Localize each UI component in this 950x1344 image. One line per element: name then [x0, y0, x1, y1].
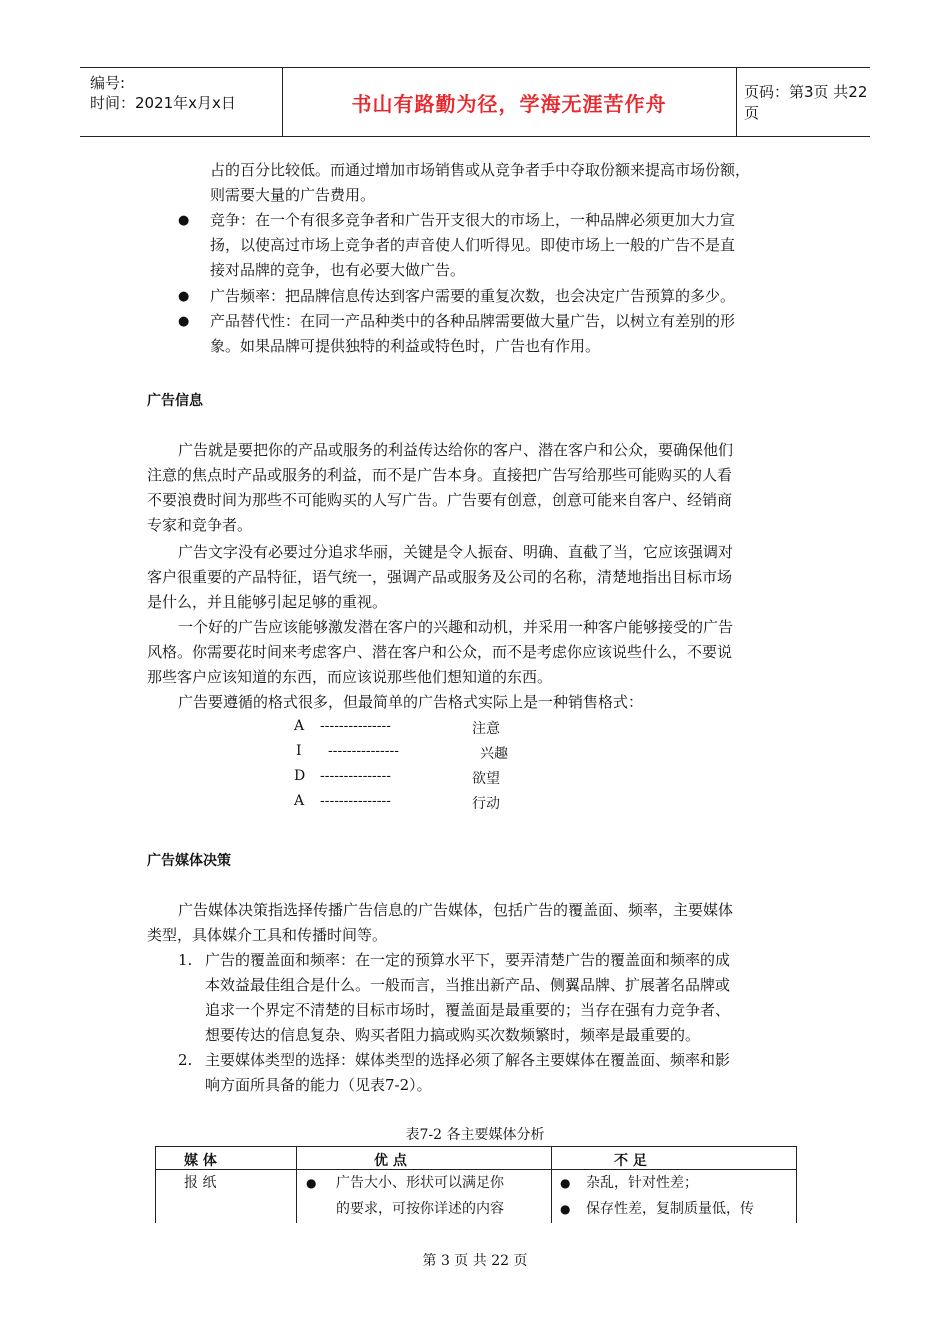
- section-heading-media-decision: 广告媒体决策: [147, 853, 231, 869]
- paragraph-line: 广告就是要把你的产品或服务的利益传达给你的客户、潜在客户和公众，要确保他们: [178, 441, 734, 459]
- list-item-line: 响方面所具备的能力（见表7-2）。: [205, 1076, 432, 1094]
- cell-cons-line: 保存性差，复制质量低，传: [586, 1201, 754, 1217]
- paragraph-line: 注意的焦点时产品或服务的利益，而不是广告本身。直接把广告写给那些可能购买的人看: [147, 466, 733, 484]
- table-caption: 表7-2 各主要媒体分析: [405, 1127, 545, 1143]
- bullet-icon: ●: [560, 1202, 571, 1216]
- paragraph-line: 那些客户应该知道的东西，而应该说那些他们想知道的东西。: [147, 668, 553, 686]
- th-cons: 不 足: [614, 1153, 647, 1169]
- paragraph-line: 一个好的广告应该能够激发潜在客户的兴趣和动机，并采用一种客户能够接受的广告: [178, 618, 734, 636]
- paragraph-line: 是什么，并且能够引起足够的重视。: [147, 593, 388, 611]
- bullet-icon: ●: [560, 1176, 571, 1190]
- page-header: [80, 67, 870, 137]
- paragraph-line: 广告要遵循的格式很多，但最简单的广告格式实际上是一种销售格式：: [178, 693, 644, 711]
- list-item-line: 想要传达的信息复杂、购买者阻力搞或购买次数频繁时，频率是最重要的。: [205, 1026, 701, 1044]
- cell-pros-line: 广告大小、形状可以满足你: [336, 1175, 504, 1191]
- intro-line: 占的百分比较低。而通过增加市场销售或从竞争者手中夺取份额来提高市场份额，: [210, 161, 751, 179]
- paragraph-line: 不要浪费时间为那些不可能购买的人写广告。广告要有创意，创意可能来自客户、经销商: [147, 491, 733, 509]
- list-number: 2.: [178, 1051, 193, 1069]
- list-item-line: 本效益最佳组合是什么。一般而言，当推出新产品、侧翼品牌、扩展著名品牌或: [205, 976, 731, 994]
- th-media: 媒 体: [184, 1153, 217, 1169]
- number-label: 编号:: [90, 74, 126, 92]
- cell-cons-line: 杂乱，针对性差；: [586, 1175, 698, 1191]
- bullet-line: 扬，以使高过市场上竞争者的声音使人们听得见。即使市场上一般的广告不是直: [210, 236, 736, 254]
- list-item-line: 主要媒体类型的选择：媒体类型的选择必须了解各主要媒体在覆盖面、频率和影: [205, 1051, 731, 1069]
- bullet-icon: ●: [178, 289, 190, 304]
- aida-word: 行动: [472, 796, 500, 812]
- bullet-line: 象。如果品牌可提供独特的利益或特色时，广告也有作用。: [210, 337, 601, 355]
- aida-letter: D: [294, 768, 306, 784]
- paragraph-line: 广告文字没有必要过分追求华丽，关键是令人振奋、明确、直截了当，它应该强调对: [178, 543, 734, 561]
- aida-word: 兴趣: [480, 746, 508, 762]
- aida-dashes: ---------------: [328, 743, 399, 759]
- list-item-line: 追求一个界定不清楚的目标市场时，覆盖面是最重要的；当存在强有力竞争者、: [205, 1001, 731, 1019]
- col-media: [156, 1147, 297, 1223]
- bullet-icon: ●: [306, 1176, 317, 1190]
- header-motto-cell: [282, 68, 737, 136]
- bullet-line: 产品替代性：在同一产品种类中的各种品牌需要做大量广告，以树立有差别的形: [210, 312, 736, 330]
- th-pros: 优 点: [374, 1153, 407, 1169]
- paragraph-line: 专家和竞争者。: [147, 516, 253, 534]
- motto: 书山有路勤为径，学海无涯苦作舟: [351, 91, 667, 116]
- aida-letter: I: [296, 743, 302, 759]
- cell-pros-line: 的要求，可按你详述的内容: [336, 1201, 504, 1217]
- intro-line: 则需要大量的广告费用。: [210, 186, 376, 204]
- cell-media: 报 纸: [184, 1175, 217, 1191]
- bullet-icon: ●: [178, 213, 190, 228]
- aida-word: 欲望: [472, 771, 500, 787]
- aida-letter: A: [294, 718, 305, 734]
- aida-letter: A: [294, 793, 305, 809]
- bullet-line: 竞争：在一个有很多竞争者和广告开支很大的市场上，一种品牌必须更加大力宣: [210, 211, 736, 229]
- header-page-cell: [736, 68, 870, 136]
- aida-dashes: ---------------: [320, 793, 391, 809]
- paragraph-line: 类型，具体媒介工具和传播时间等。: [147, 926, 388, 944]
- bullet-line: 接对品牌的竞争，也有必要大做广告。: [210, 261, 466, 279]
- list-number: 1.: [178, 951, 193, 969]
- date-line: 时间：2021年x月x日: [90, 94, 236, 112]
- page-footer: 第 3 页 共 22 页: [422, 1253, 528, 1269]
- paragraph-line: 风格。你需要花时间来考虑客户、潜在客户和公众，而不是考虑你应该说些什么，不要说: [147, 643, 733, 661]
- paragraph-line: 广告媒体决策指选择传播广告信息的广告媒体，包括广告的覆盖面、频率，主要媒体: [178, 901, 734, 919]
- list-item-line: 广告的覆盖面和频率：在一定的预算水平下，要弄清楚广告的覆盖面和频率的成: [205, 951, 731, 969]
- aida-word: 注意: [472, 721, 500, 737]
- aida-dashes: ---------------: [320, 768, 391, 784]
- aida-dashes: ---------------: [320, 718, 391, 734]
- bullet-icon: ●: [178, 314, 190, 329]
- paragraph-line: 客户很重要的产品特征，语气统一，强调产品或服务及公司的名称，清楚地指出目标市场: [147, 568, 733, 586]
- bullet-line: 广告频率：把品牌信息传达到客户需要的重复次数，也会决定广告预算的多少。: [210, 287, 736, 305]
- header-left-cell: [80, 68, 283, 136]
- section-heading-ad-message: 广告信息: [147, 393, 203, 409]
- page-info: 页码：第3页 共22页: [744, 83, 868, 122]
- media-table: [155, 1146, 797, 1223]
